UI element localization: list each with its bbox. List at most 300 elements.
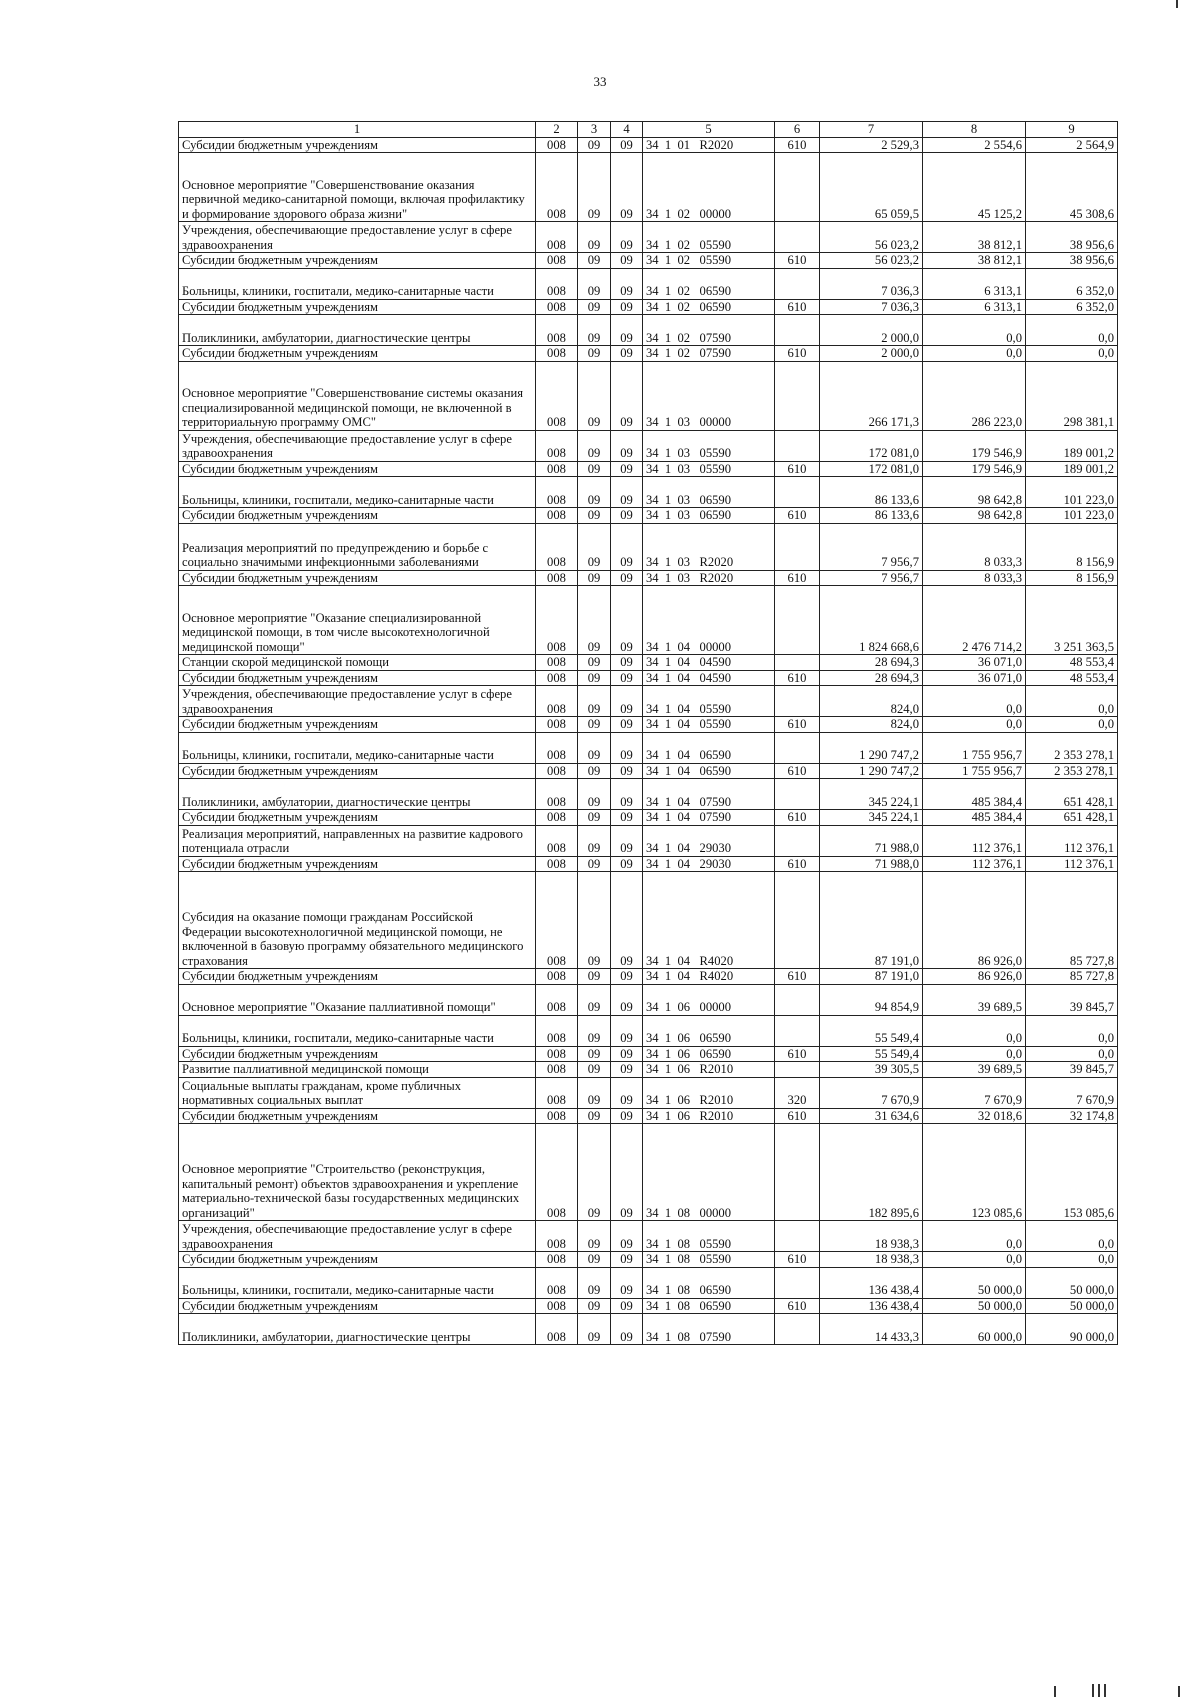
cell-subsection: 09 <box>611 1252 643 1268</box>
cell-amount-7: 2 000,0 <box>820 346 923 362</box>
cell-section: 09 <box>578 461 611 477</box>
cell-ministry: 008 <box>536 1314 578 1345</box>
cell-expense-type: 610 <box>775 299 820 315</box>
row-name: Больницы, клиники, госпитали, медико-санитарные части <box>179 477 536 508</box>
cell-expense-type <box>775 1124 820 1221</box>
cell-target-code: 34 1 04 07590 <box>643 810 775 826</box>
row-name: Субсидии бюджетным учреждениям <box>179 810 536 826</box>
cell-amount-9: 112 376,1 <box>1026 856 1118 872</box>
row-name: Больницы, клиники, госпитали, медико-санитарные части <box>179 732 536 763</box>
cell-amount-7: 7 956,7 <box>820 570 923 586</box>
table-row <box>179 299 1118 315</box>
row-name: Субсидии бюджетным учреждениям <box>179 570 536 586</box>
table-row <box>179 686 1118 717</box>
cell-section: 09 <box>578 1314 611 1345</box>
cell-amount-9: 85 727,8 <box>1026 969 1118 985</box>
cell-amount-9: 50 000,0 <box>1026 1267 1118 1298</box>
cell-amount-9: 8 156,9 <box>1026 570 1118 586</box>
row-name: Основное мероприятие "Оказание специализированной медицинской помощи, в том числе высокотехнологичной медицинской помощи" <box>179 586 536 655</box>
cell-amount-7: 1 290 747,2 <box>820 763 923 779</box>
row-name: Субсидии бюджетным учреждениям <box>179 299 536 315</box>
cell-subsection: 09 <box>611 1046 643 1062</box>
cell-ministry: 008 <box>536 477 578 508</box>
table-row <box>179 137 1118 153</box>
cell-subsection: 09 <box>611 153 643 222</box>
row-name: Больницы, клиники, госпитали, медико-санитарные части <box>179 1267 536 1298</box>
cell-amount-9: 101 223,0 <box>1026 477 1118 508</box>
cell-ministry: 008 <box>536 856 578 872</box>
table-row <box>179 586 1118 655</box>
cell-amount-9: 85 727,8 <box>1026 872 1118 969</box>
cell-target-code: 34 1 08 05590 <box>643 1252 775 1268</box>
cell-expense-type <box>775 315 820 346</box>
cell-ministry: 008 <box>536 1267 578 1298</box>
cell-section: 09 <box>578 1252 611 1268</box>
cell-amount-7: 266 171,3 <box>820 361 923 430</box>
cell-amount-8: 2 554,6 <box>923 137 1026 153</box>
cell-amount-9: 0,0 <box>1026 315 1118 346</box>
row-name: Станции скорой медицинской помощи <box>179 655 536 671</box>
cell-target-code: 34 1 04 04590 <box>643 670 775 686</box>
row-name: Субсидии бюджетным учреждениям <box>179 763 536 779</box>
table-row <box>179 1046 1118 1062</box>
column-header: 2 <box>536 122 578 138</box>
cell-ministry: 008 <box>536 523 578 570</box>
cell-amount-9: 7 670,9 <box>1026 1077 1118 1108</box>
cell-target-code: 34 1 02 00000 <box>643 153 775 222</box>
cell-amount-8: 2 476 714,2 <box>923 586 1026 655</box>
row-name: Субсидии бюджетным учреждениям <box>179 253 536 269</box>
column-header: 8 <box>923 122 1026 138</box>
cell-subsection: 09 <box>611 732 643 763</box>
cell-target-code: 34 1 02 06590 <box>643 299 775 315</box>
cell-section: 09 <box>578 810 611 826</box>
table-row <box>179 153 1118 222</box>
scan-mark <box>1176 0 1178 8</box>
cell-section: 09 <box>578 763 611 779</box>
cell-amount-8: 179 546,9 <box>923 461 1026 477</box>
cell-section: 09 <box>578 361 611 430</box>
cell-expense-type <box>775 222 820 253</box>
cell-expense-type: 610 <box>775 969 820 985</box>
cell-amount-9: 2 353 278,1 <box>1026 763 1118 779</box>
cell-target-code: 34 1 02 07590 <box>643 315 775 346</box>
cell-target-code: 34 1 06 R2010 <box>643 1077 775 1108</box>
row-name: Основное мероприятие "Совершенствование системы оказания специализированной медицинской помощи, не включенной в территориальную программу ОМС" <box>179 361 536 430</box>
cell-expense-type <box>775 153 820 222</box>
table-row <box>179 1267 1118 1298</box>
cell-amount-7: 824,0 <box>820 717 923 733</box>
cell-ministry: 008 <box>536 508 578 524</box>
cell-section: 09 <box>578 717 611 733</box>
table-row <box>179 222 1118 253</box>
cell-section: 09 <box>578 1124 611 1221</box>
cell-ministry: 008 <box>536 670 578 686</box>
cell-expense-type <box>775 523 820 570</box>
row-name: Субсидии бюджетным учреждениям <box>179 670 536 686</box>
cell-expense-type <box>775 984 820 1015</box>
table-row <box>179 315 1118 346</box>
cell-amount-7: 56 023,2 <box>820 253 923 269</box>
row-name: Субсидии бюджетным учреждениям <box>179 856 536 872</box>
cell-target-code: 34 1 02 05590 <box>643 253 775 269</box>
cell-subsection: 09 <box>611 1077 643 1108</box>
cell-expense-type <box>775 586 820 655</box>
cell-target-code: 34 1 03 05590 <box>643 430 775 461</box>
cell-subsection: 09 <box>611 1298 643 1314</box>
cell-target-code: 34 1 03 06590 <box>643 477 775 508</box>
table-row <box>179 779 1118 810</box>
cell-target-code: 34 1 02 07590 <box>643 346 775 362</box>
cell-target-code: 34 1 06 00000 <box>643 984 775 1015</box>
cell-section: 09 <box>578 856 611 872</box>
cell-expense-type <box>775 825 820 856</box>
cell-target-code: 34 1 04 06590 <box>643 763 775 779</box>
cell-subsection: 09 <box>611 717 643 733</box>
cell-expense-type: 610 <box>775 856 820 872</box>
cell-amount-7: 86 133,6 <box>820 508 923 524</box>
cell-amount-9: 0,0 <box>1026 1046 1118 1062</box>
cell-target-code: 34 1 03 00000 <box>643 361 775 430</box>
row-name: Субсидии бюджетным учреждениям <box>179 1108 536 1124</box>
cell-expense-type: 320 <box>775 1077 820 1108</box>
cell-ministry: 008 <box>536 1077 578 1108</box>
column-header: 1 <box>179 122 536 138</box>
column-header: 9 <box>1026 122 1118 138</box>
cell-section: 09 <box>578 1077 611 1108</box>
cell-section: 09 <box>578 477 611 508</box>
cell-amount-7: 7 956,7 <box>820 523 923 570</box>
cell-section: 09 <box>578 872 611 969</box>
cell-ministry: 008 <box>536 253 578 269</box>
cell-amount-8: 485 384,4 <box>923 810 1026 826</box>
cell-section: 09 <box>578 969 611 985</box>
cell-expense-type: 610 <box>775 670 820 686</box>
cell-amount-9: 189 001,2 <box>1026 461 1118 477</box>
cell-section: 09 <box>578 253 611 269</box>
cell-subsection: 09 <box>611 268 643 299</box>
cell-amount-7: 55 549,4 <box>820 1046 923 1062</box>
cell-subsection: 09 <box>611 779 643 810</box>
cell-target-code: 34 1 04 04590 <box>643 655 775 671</box>
table-row <box>179 430 1118 461</box>
cell-target-code: 34 1 04 07590 <box>643 779 775 810</box>
row-name: Субсидии бюджетным учреждениям <box>179 1252 536 1268</box>
cell-target-code: 34 1 06 06590 <box>643 1015 775 1046</box>
cell-amount-7: 31 634,6 <box>820 1108 923 1124</box>
table-row <box>179 655 1118 671</box>
row-name: Реализация мероприятий, направленных на развитие кадрового потенциала отрасли <box>179 825 536 856</box>
row-name: Субсидии бюджетным учреждениям <box>179 346 536 362</box>
table-row <box>179 346 1118 362</box>
column-header: 6 <box>775 122 820 138</box>
cell-section: 09 <box>578 346 611 362</box>
cell-target-code: 34 1 03 06590 <box>643 508 775 524</box>
cell-amount-7: 1 290 747,2 <box>820 732 923 763</box>
cell-amount-9: 2 564,9 <box>1026 137 1118 153</box>
cell-amount-7: 7 036,3 <box>820 268 923 299</box>
row-name: Поликлиники, амбулатории, диагностические центры <box>179 315 536 346</box>
table-row <box>179 268 1118 299</box>
cell-ministry: 008 <box>536 686 578 717</box>
cell-subsection: 09 <box>611 477 643 508</box>
table-row <box>179 477 1118 508</box>
cell-amount-7: 172 081,0 <box>820 461 923 477</box>
cell-ministry: 008 <box>536 361 578 430</box>
cell-amount-8: 6 313,1 <box>923 299 1026 315</box>
table-row <box>179 717 1118 733</box>
table-row <box>179 856 1118 872</box>
page-number: 33 <box>593 74 607 89</box>
cell-ministry: 008 <box>536 461 578 477</box>
cell-section: 09 <box>578 222 611 253</box>
table-row <box>179 523 1118 570</box>
cell-section: 09 <box>578 268 611 299</box>
cell-subsection: 09 <box>611 1221 643 1252</box>
cell-amount-8: 0,0 <box>923 1015 1026 1046</box>
cell-section: 09 <box>578 1221 611 1252</box>
cell-amount-9: 101 223,0 <box>1026 508 1118 524</box>
cell-amount-8: 7 670,9 <box>923 1077 1026 1108</box>
cell-section: 09 <box>578 523 611 570</box>
cell-subsection: 09 <box>611 1314 643 1345</box>
cell-section: 09 <box>578 732 611 763</box>
cell-ministry: 008 <box>536 1124 578 1221</box>
cell-section: 09 <box>578 1298 611 1314</box>
cell-amount-9: 0,0 <box>1026 1221 1118 1252</box>
cell-target-code: 34 1 02 05590 <box>643 222 775 253</box>
cell-amount-8: 6 313,1 <box>923 268 1026 299</box>
cell-ministry: 008 <box>536 268 578 299</box>
cell-subsection: 09 <box>611 825 643 856</box>
cell-expense-type <box>775 686 820 717</box>
cell-target-code: 34 1 04 05590 <box>643 686 775 717</box>
cell-amount-8: 86 926,0 <box>923 872 1026 969</box>
cell-expense-type: 610 <box>775 717 820 733</box>
table-row <box>179 253 1118 269</box>
cell-ministry: 008 <box>536 346 578 362</box>
cell-section: 09 <box>578 1267 611 1298</box>
cell-subsection: 09 <box>611 461 643 477</box>
cell-expense-type: 610 <box>775 1252 820 1268</box>
cell-expense-type: 610 <box>775 508 820 524</box>
row-name: Субсидии бюджетным учреждениям <box>179 1046 536 1062</box>
scan-mark <box>1178 1686 1180 1697</box>
cell-amount-8: 39 689,5 <box>923 984 1026 1015</box>
cell-ministry: 008 <box>536 1108 578 1124</box>
table-row <box>179 1221 1118 1252</box>
cell-amount-9: 0,0 <box>1026 1015 1118 1046</box>
cell-subsection: 09 <box>611 253 643 269</box>
cell-amount-9: 32 174,8 <box>1026 1108 1118 1124</box>
row-name: Учреждения, обеспечивающие предоставление услуг в сфере здравоохранения <box>179 1221 536 1252</box>
cell-target-code: 34 1 04 R4020 <box>643 872 775 969</box>
cell-subsection: 09 <box>611 523 643 570</box>
cell-section: 09 <box>578 984 611 1015</box>
cell-subsection: 09 <box>611 315 643 346</box>
cell-expense-type <box>775 1015 820 1046</box>
table-row <box>179 1252 1118 1268</box>
cell-subsection: 09 <box>611 856 643 872</box>
cell-expense-type <box>775 732 820 763</box>
cell-section: 09 <box>578 153 611 222</box>
row-name: Учреждения, обеспечивающие предоставление услуг в сфере здравоохранения <box>179 430 536 461</box>
row-name: Основное мероприятие "Совершенствование оказания первичной медико-санитарной помощи, включая профилактику и формирование здорового образа жизни" <box>179 153 536 222</box>
row-name: Поликлиники, амбулатории, диагностические центры <box>179 1314 536 1345</box>
cell-expense-type: 610 <box>775 763 820 779</box>
row-name: Основное мероприятие "Оказание паллиативной помощи" <box>179 984 536 1015</box>
cell-amount-8: 45 125,2 <box>923 153 1026 222</box>
table-row <box>179 361 1118 430</box>
cell-subsection: 09 <box>611 686 643 717</box>
table-row <box>179 1124 1118 1221</box>
scan-mark <box>1098 1684 1100 1697</box>
cell-amount-9: 39 845,7 <box>1026 984 1118 1015</box>
cell-expense-type: 610 <box>775 461 820 477</box>
cell-amount-9: 50 000,0 <box>1026 1298 1118 1314</box>
cell-target-code: 34 1 08 06590 <box>643 1298 775 1314</box>
cell-amount-7: 87 191,0 <box>820 872 923 969</box>
cell-amount-9: 2 353 278,1 <box>1026 732 1118 763</box>
cell-amount-7: 2 529,3 <box>820 137 923 153</box>
cell-section: 09 <box>578 779 611 810</box>
cell-amount-8: 98 642,8 <box>923 477 1026 508</box>
cell-section: 09 <box>578 137 611 153</box>
cell-amount-8: 286 223,0 <box>923 361 1026 430</box>
cell-amount-7: 94 854,9 <box>820 984 923 1015</box>
cell-amount-9: 6 352,0 <box>1026 268 1118 299</box>
cell-amount-7: 87 191,0 <box>820 969 923 985</box>
row-name: Субсидии бюджетным учреждениям <box>179 508 536 524</box>
cell-subsection: 09 <box>611 872 643 969</box>
cell-amount-9: 3 251 363,5 <box>1026 586 1118 655</box>
row-name: Основное мероприятие "Строительство (реконструкция, капитальный ремонт) объектов здравоохранения и укрепление материально-технической базы государственных медицинских организаций" <box>179 1124 536 1221</box>
cell-target-code: 34 1 06 06590 <box>643 1046 775 1062</box>
cell-amount-8: 86 926,0 <box>923 969 1026 985</box>
cell-subsection: 09 <box>611 299 643 315</box>
cell-amount-9: 38 956,6 <box>1026 222 1118 253</box>
scan-mark <box>1104 1684 1106 1697</box>
cell-amount-8: 8 033,3 <box>923 523 1026 570</box>
cell-subsection: 09 <box>611 430 643 461</box>
cell-target-code: 34 1 04 06590 <box>643 732 775 763</box>
cell-subsection: 09 <box>611 137 643 153</box>
cell-section: 09 <box>578 1108 611 1124</box>
cell-target-code: 34 1 01 R2020 <box>643 137 775 153</box>
cell-amount-9: 8 156,9 <box>1026 523 1118 570</box>
cell-amount-7: 7 670,9 <box>820 1077 923 1108</box>
cell-amount-9: 0,0 <box>1026 1252 1118 1268</box>
cell-target-code: 34 1 08 05590 <box>643 1221 775 1252</box>
cell-amount-9: 298 381,1 <box>1026 361 1118 430</box>
cell-expense-type: 610 <box>775 346 820 362</box>
table-row <box>179 1108 1118 1124</box>
cell-subsection: 09 <box>611 1108 643 1124</box>
cell-amount-8: 38 812,1 <box>923 222 1026 253</box>
row-name: Реализация мероприятий по предупреждению и борьбе с социально значимыми инфекционными заболеваниями <box>179 523 536 570</box>
column-header: 3 <box>578 122 611 138</box>
cell-amount-7: 172 081,0 <box>820 430 923 461</box>
cell-amount-8: 1 755 956,7 <box>923 763 1026 779</box>
cell-amount-8: 50 000,0 <box>923 1267 1026 1298</box>
table-row <box>179 984 1118 1015</box>
cell-amount-9: 45 308,6 <box>1026 153 1118 222</box>
cell-amount-7: 55 549,4 <box>820 1015 923 1046</box>
cell-amount-8: 0,0 <box>923 1046 1026 1062</box>
row-name: Развитие паллиативной медицинской помощи <box>179 1062 536 1078</box>
table-row <box>179 461 1118 477</box>
cell-amount-7: 1 824 668,6 <box>820 586 923 655</box>
cell-expense-type <box>775 477 820 508</box>
cell-target-code: 34 1 08 00000 <box>643 1124 775 1221</box>
column-header: 7 <box>820 122 923 138</box>
cell-expense-type: 610 <box>775 570 820 586</box>
cell-ministry: 008 <box>536 299 578 315</box>
cell-ministry: 008 <box>536 732 578 763</box>
cell-ministry: 008 <box>536 137 578 153</box>
cell-ministry: 008 <box>536 810 578 826</box>
row-name: Больницы, клиники, госпитали, медико-санитарные части <box>179 1015 536 1046</box>
cell-target-code: 34 1 06 R2010 <box>643 1062 775 1078</box>
cell-ministry: 008 <box>536 825 578 856</box>
cell-subsection: 09 <box>611 508 643 524</box>
row-name: Социальные выплаты гражданам, кроме публичных нормативных социальных выплат <box>179 1077 536 1108</box>
budget-table <box>178 121 1118 1345</box>
cell-ministry: 008 <box>536 763 578 779</box>
cell-expense-type <box>775 430 820 461</box>
cell-subsection: 09 <box>611 1015 643 1046</box>
cell-ministry: 008 <box>536 315 578 346</box>
cell-amount-8: 123 085,6 <box>923 1124 1026 1221</box>
cell-expense-type <box>775 361 820 430</box>
cell-expense-type: 610 <box>775 1046 820 1062</box>
cell-expense-type <box>775 872 820 969</box>
cell-expense-type: 610 <box>775 1298 820 1314</box>
cell-target-code: 34 1 04 05590 <box>643 717 775 733</box>
cell-expense-type <box>775 268 820 299</box>
cell-ministry: 008 <box>536 1046 578 1062</box>
cell-amount-9: 0,0 <box>1026 717 1118 733</box>
cell-amount-9: 0,0 <box>1026 346 1118 362</box>
cell-amount-7: 345 224,1 <box>820 810 923 826</box>
cell-subsection: 09 <box>611 1267 643 1298</box>
cell-amount-8: 112 376,1 <box>923 825 1026 856</box>
cell-ministry: 008 <box>536 1015 578 1046</box>
cell-target-code: 34 1 03 R2020 <box>643 523 775 570</box>
cell-subsection: 09 <box>611 969 643 985</box>
cell-target-code: 34 1 02 06590 <box>643 268 775 299</box>
row-name: Субсидии бюджетным учреждениям <box>179 717 536 733</box>
cell-amount-8: 39 689,5 <box>923 1062 1026 1078</box>
cell-expense-type <box>775 1221 820 1252</box>
cell-ministry: 008 <box>536 570 578 586</box>
cell-subsection: 09 <box>611 670 643 686</box>
row-name: Субсидии бюджетным учреждениям <box>179 969 536 985</box>
cell-expense-type <box>775 1267 820 1298</box>
cell-amount-7: 18 938,3 <box>820 1221 923 1252</box>
cell-amount-9: 48 553,4 <box>1026 655 1118 671</box>
row-name: Субсидии бюджетным учреждениям <box>179 1298 536 1314</box>
table-row <box>179 810 1118 826</box>
cell-section: 09 <box>578 586 611 655</box>
row-name: Больницы, клиники, госпитали, медико-санитарные части <box>179 268 536 299</box>
cell-amount-8: 8 033,3 <box>923 570 1026 586</box>
cell-section: 09 <box>578 1046 611 1062</box>
cell-amount-7: 39 305,5 <box>820 1062 923 1078</box>
row-name: Поликлиники, амбулатории, диагностические центры <box>179 779 536 810</box>
cell-amount-7: 86 133,6 <box>820 477 923 508</box>
cell-amount-9: 651 428,1 <box>1026 810 1118 826</box>
